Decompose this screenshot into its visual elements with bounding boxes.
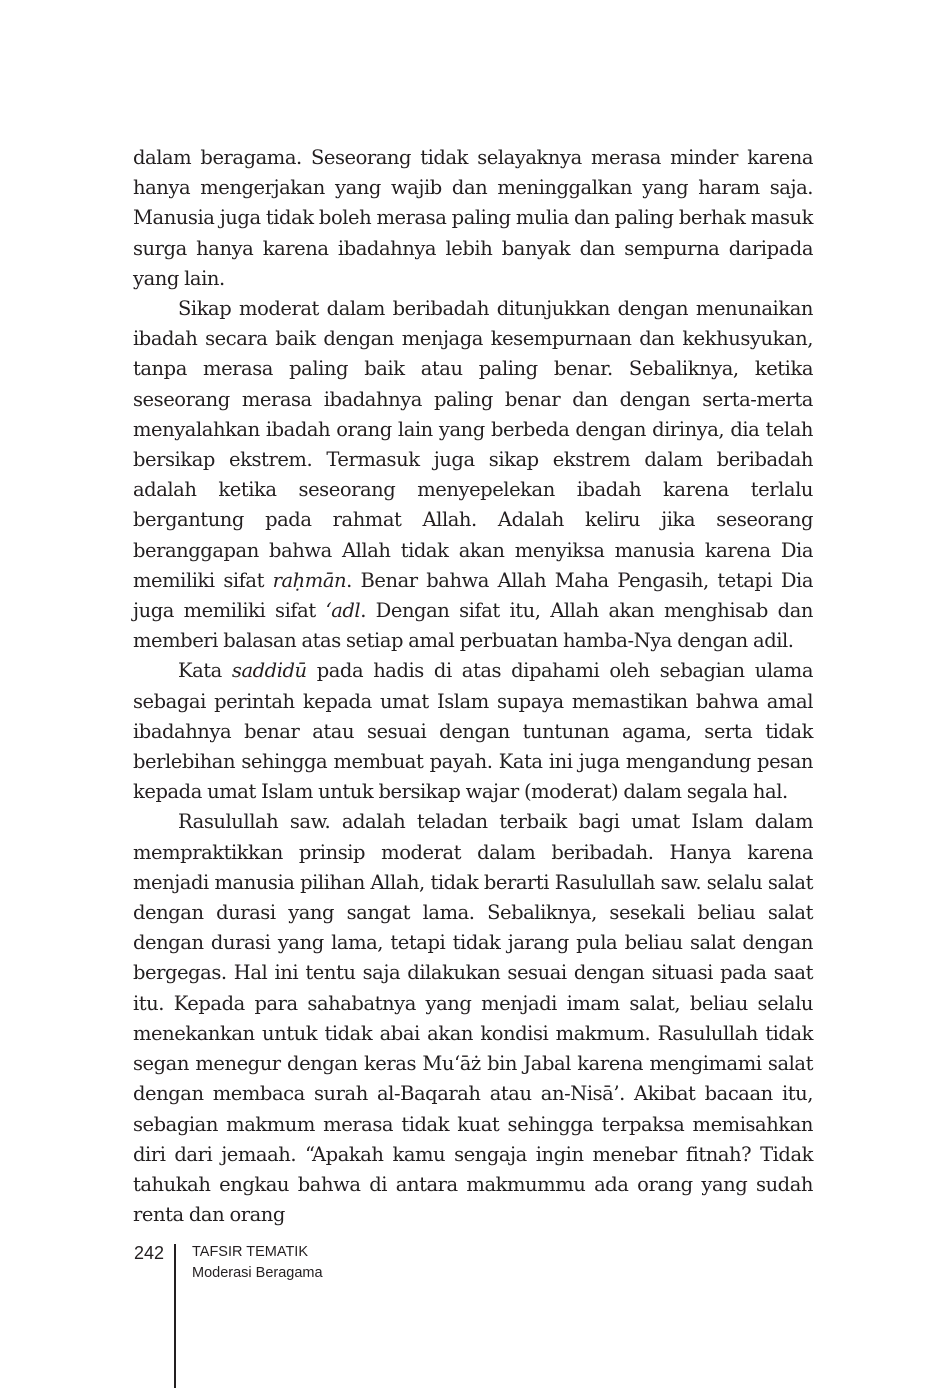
page-number: 242	[134, 1243, 165, 1263]
term-adl: ‘adl	[325, 599, 361, 623]
paragraph-3-text-b: pada hadis di atas dipahami oleh sebagian ulama sebagai perintah kepada umat Islam supaya memastikan bahwa amal ibadahnya benar atau sesuai dengan tuntunan agama, serta tidak berlebihan sehingga membuat payah. Kata ini juga mengandung pesan kepada umat Islam untuk bersikap wajar (moderat) dalam segala hal.	[133, 659, 813, 804]
paragraph-2-text-c: . Dengan sifat itu, Allah akan menghisab dan memberi balasan atas setiap amal perbuatan hamba-Nya dengan adil.	[133, 599, 813, 653]
body-text	[133, 143, 813, 1230]
paragraph-3	[133, 656, 813, 807]
paragraph-2	[133, 294, 813, 656]
term-saddidu: saddidū	[231, 659, 307, 683]
paragraph-2-text-a: Sikap moderat dalam beribadah ditunjukkan dengan menunaikan ibadah secara baik dengan menjaga kesempurnaan dan kekhusyukan, tanpa merasa paling baik atau paling benar. Sebaliknya, ketika seseorang merasa ibadahnya paling benar dan dengan serta-merta menyalahkan ibadah orang lain yang berbeda dengan dirinya, dia telah bersikap ekstrem. Termasuk juga sikap ekstrem dalam beribadah adalah ketika seseorang menyepelekan ibadah karena terlalu bergantung pada rahmat Allah. Adalah keliru jika seseorang beranggapan bahwa Allah tidak akan menyiksa manusia karena Dia memiliki sifat	[133, 297, 813, 592]
term-rahman: raḥmān	[272, 568, 347, 592]
paragraph-2-text-b: . Benar bahwa Allah Maha Pengasih, tetapi Dia juga memiliki sifat	[133, 568, 813, 623]
paragraph-4: Rasulullah saw. adalah teladan terbaik bagi umat Islam dalam mempraktikkan prinsip moderat dalam beribadah. Hanya karena menjadi manusia pilihan Allah, tidak berarti Rasulullah saw. selalu salat dengan durasi yang sangat lama. Sebaliknya, sesekali beliau salat dengan durasi yang lama, tetapi tidak jarang pula beliau salat dengan bergegas. Hal ini tentu saja dilakukan sesuai dengan situasi pada saat itu. Kepada para sahabatnya yang menjadi imam salat, beliau selalu menekankan untuk tidak abai akan kondisi makmum. Rasulullah tidak segan menegur dengan keras Mu‘āż bin Jabal karena mengimami salat dengan membaca surah al-Baqarah atau an-Nisā’. Akibat bacaan itu, sebagian makmum merasa tidak kuat sehingga terpaksa memisahkan diri dari jemaah. “Apakah kamu sengaja ingin menebar fitnah? Tidak tahukah engkau bahwa di antara makmummu ada orang yang sudah renta dan orang	[133, 810, 813, 1227]
book-subtitle: Moderasi Beragama	[192, 1265, 323, 1281]
book-title: TAFSIR TEMATIK	[192, 1244, 309, 1260]
paragraph-1: dalam beragama. Seseorang tidak selayaknya merasa minder karena hanya mengerjakan yang wajib dan meninggalkan yang haram saja. Manusia juga tidak boleh merasa paling mulia dan paling berhak masuk surga hanya karena ibadahnya lebih banyak dan sempurna daripada yang lain.	[133, 146, 813, 290]
footer-divider	[174, 1244, 176, 1388]
paragraph-3-text-a: Kata	[178, 659, 232, 683]
